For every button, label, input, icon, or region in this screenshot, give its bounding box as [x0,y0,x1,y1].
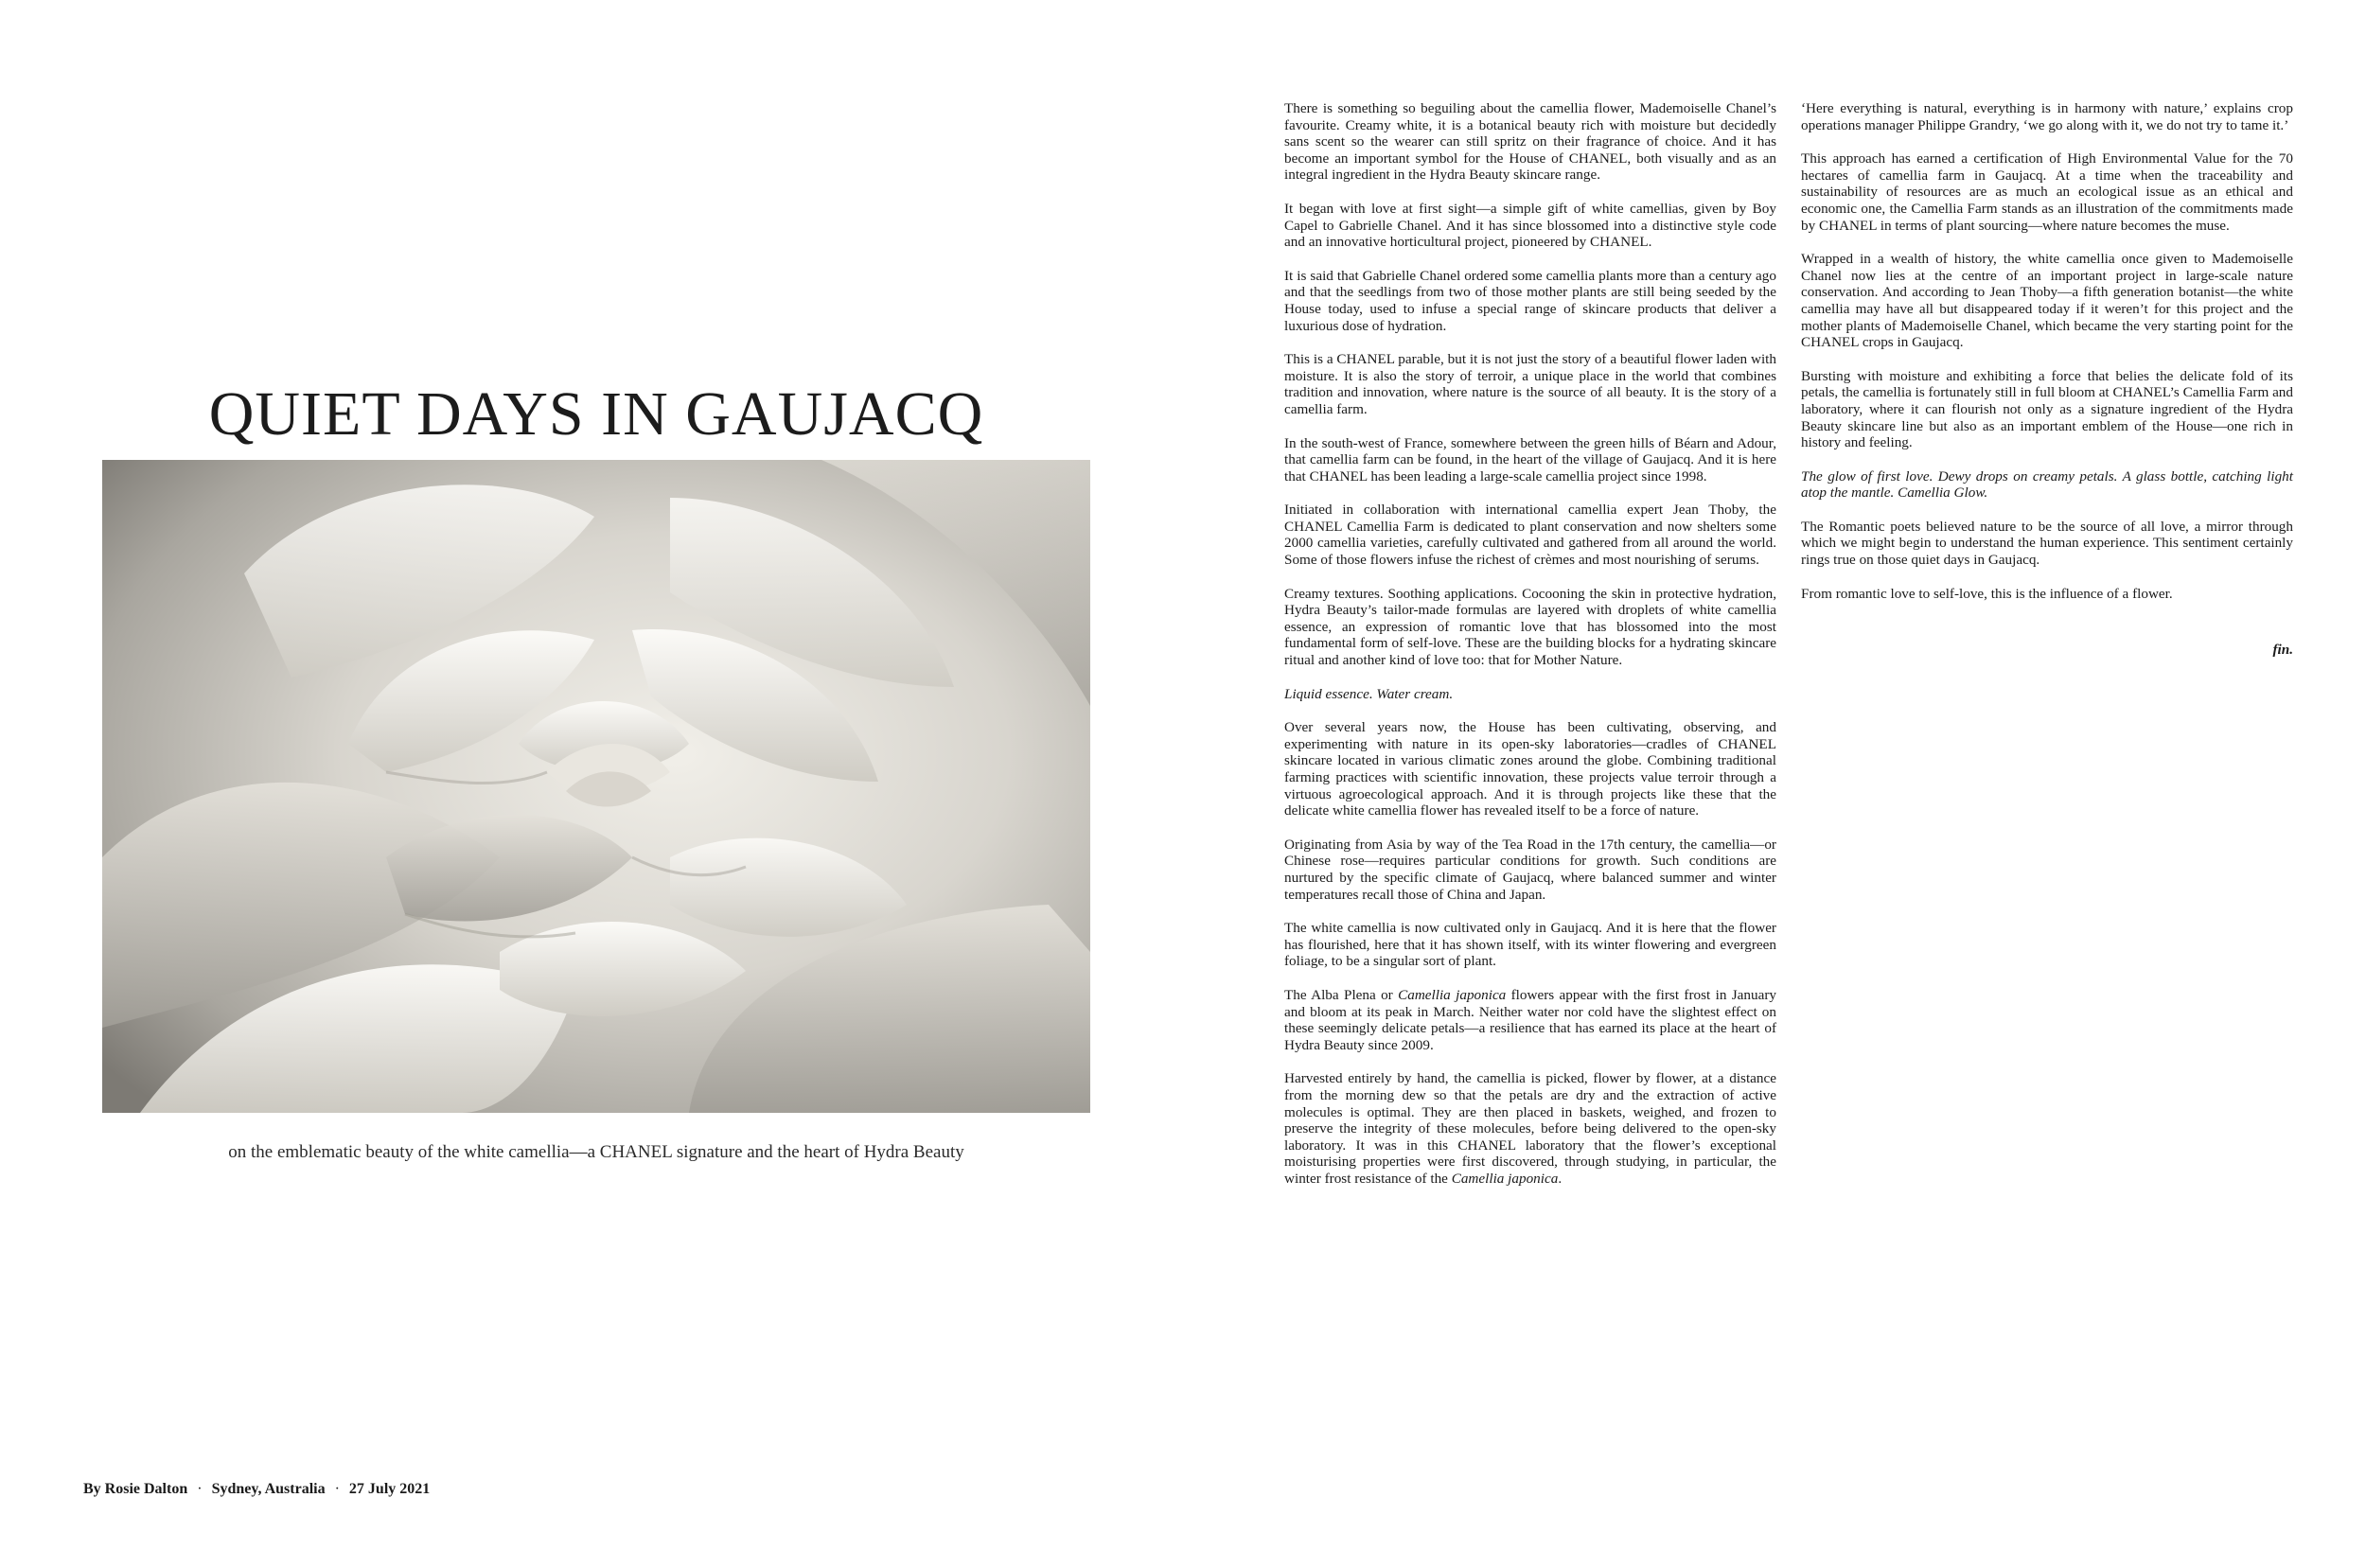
italic-interlude: Liquid essence. Water cream. [1284,685,1454,702]
paragraph: Over several years now, the House has been cultivating, observing, and experimenting with nature in its open-sky laboratories—cradles of CHANEL skincare located in various climatic zones around the globe. Combining traditional farming practices with scientific innovation, these projects value terroir through a virtuous agroecological approach. And it is through projects like these that the delicate white camellia flower has revealed itself to be a force of nature. [1284,719,1776,819]
paragraph: This is a CHANEL parable, but it is not just the story of a beautiful flower laden with moisture. It is also the story of terroir, a unique place in the world that combines tradition and innovation, where nature is the source of all beauty. It is the story of a camellia farm. [1284,351,1776,417]
byline-date: 27 July 2021 [348,1481,431,1497]
byline-location: Sydney, Australia [211,1481,326,1497]
article-title: QUIET DAYS IN GAUJACQ [208,379,984,449]
paragraph: In the south-west of France, somewhere between the green hills of Béarn and Adour, that camellia farm can be found, in the heart of the village of Gaujacq. And it is here that CHANEL has been leading a large-scale camellia project since 1998. [1284,434,1776,484]
paragraph-text: flowers appear with the first frost in January and bloom at its peak in March. Neither water nor cold have the slightest effect on these seemingly delicate petals—a resilience that has earned its place at the heart of Hydra Beauty since 2009. [1284,986,1776,1053]
body-column-1 [1284,100,1776,1204]
paragraph: It began with love at first sight—a simple gift of white camellias, given by Boy Capel to Gabrielle Chanel. And it has since blossomed into a distinctive style code and an innovative horticultural project, pioneered by CHANEL. [1284,200,1776,251]
article-subtitle: on the emblematic beauty of the white camellia—a CHANEL signature and the heart of Hydra Beauty [228,1142,964,1162]
paragraph: From romantic love to self-love, this is the influence of a flower. [1801,585,2173,602]
camellia-flower-image [102,460,1090,1113]
paragraph: Bursting with moisture and exhibiting a force that belies the delicate fold of its petals, the camellia is fortunately still in full bloom at CHANEL’s Camellia Farm and laboratory, where it can flourish not only as a signature ingredient of the Hydra Beauty skincare line but also as an important emblem of the House—one rich in history and feeling. [1801,367,2293,451]
byline-separator: · [334,1481,340,1497]
paragraph [1284,987,1776,1053]
byline-author: By Rosie Dalton [83,1481,188,1497]
italic-species-name: Camellia japonica [1451,1170,1559,1187]
byline-separator: · [197,1481,203,1497]
paragraph: Originating from Asia by way of the Tea Road in the 17th century, the camellia—or Chinese rose—requires particular conditions for growth. Such conditions are nurtured by the specific climate of Gaujacq, where balanced summer and winter temperatures recall those of China and Japan. [1284,836,1776,903]
paragraph-text: The Alba Plena or [1284,986,1399,1003]
paragraph: Initiated in collaboration with international camellia expert Jean Thoby, the CHANEL Camellia Farm is dedicated to plant conservation and now shelters some 2000 camellia varieties, carefully cultivated and gathered from all around the world. Some of those flowers infuse the richest of crèmes and most nourishing of serums. [1284,502,1776,569]
italic-interlude: The glow of first love. Dewy drops on creamy petals. A glass bottle, catching light atop the mantle. Camellia Glow. [1801,467,2293,502]
paragraph-text: Harvested entirely by hand, the camellia is picked, flower by flower, at a distance from the morning dew so that the petals are dry and the extraction of active molecules is optimal. They are then placed in baskets, weighed, and frozen to preserve the integrity of these molecules, before being delivered to the open-sky laboratory. It was in this CHANEL laboratory that the flower’s exceptional moisturising properties were first discovered, through studying, in particular, the winter frost resistance of the [1284,1070,1776,1187]
camellia-photo [102,460,1090,1113]
body-column-2 [1801,100,2293,676]
paragraph: This approach has earned a certification of High Environmental Value for the 70 hectares of camellia farm in Gaujacq. At a time when the traceability and sustainability of resources are as much an ecological issue as an ethical and economic one, the Camellia Farm stands as an illustration of the commitments made by CHANEL in terms of plant sourcing—where nature becomes the muse. [1801,150,2293,234]
paragraph-text: . [1558,1170,1563,1187]
byline [83,1481,430,1498]
paragraph: Wrapped in a wealth of history, the white camellia once given to Mademoiselle Chanel now lies at the centre of an important project in large-scale nature conservation. And according to Jean Thoby—a fifth generation botanist—the white camellia may have all but disappeared today if it weren’t for this project and the mother plants of Mademoiselle Chanel, which became the very starting point for the CHANEL crops in Gaujacq. [1801,251,2293,351]
paragraph [1284,1070,1776,1187]
paragraph: The Romantic poets believed nature to be the source of all love, a mirror through which we might begin to understand the human experience. This sentiment certainly rings true on those quiet days in Gaujacq. [1801,518,2293,569]
article-ending: fin. [2272,642,2293,659]
paragraph: Creamy textures. Soothing applications. Cocooning the skin in protective hydration, Hydra Beauty’s tailor-made formulas are layered with droplets of white camellia essence, an expression of romantic love that has blossomed into the most fundamental form of self-love. These are the building blocks for a hydrating skincare ritual and another kind of love too: that for Mother Nature. [1284,585,1776,669]
paragraph: It is said that Gabrielle Chanel ordered some camellia plants more than a century ago and that the seedlings from two of those mother plants are still being seeded by the House today, used to infuse a special range of skincare products that deliver a luxurious dose of hydration. [1284,267,1776,334]
italic-species-name: Camellia japonica [1398,986,1507,1003]
paragraph: ‘Here everything is natural, everything is in harmony with nature,’ explains crop operations manager Philippe Grandry, ‘we go along with it, we do not try to tame it.’ [1801,100,2293,133]
paragraph: There is something so beguiling about the camellia flower, Mademoiselle Chanel’s favourite. Creamy white, it is a botanical beauty rich with moisture but decidedly sans scent so the wearer can still spritz on their fragrance of choice. And it has become an important symbol for the House of CHANEL, both visually and as an integral ingredient in the Hydra Beauty skincare range. [1284,100,1776,184]
paragraph: The white camellia is now cultivated only in Gaujacq. And it is here that the flower has flourished, here that it has shown itself, with its winter flowering and evergreen foliage, to be a singular sort of plant. [1284,920,1776,970]
